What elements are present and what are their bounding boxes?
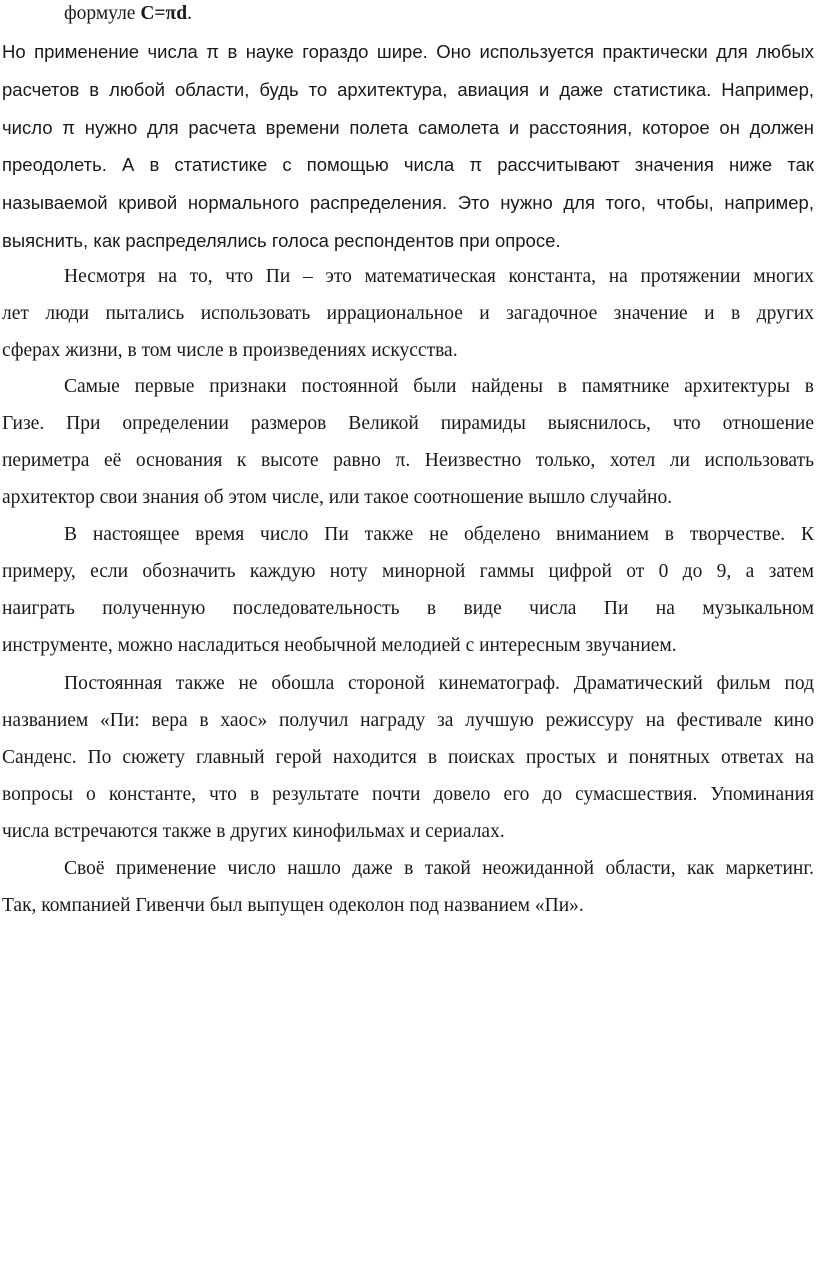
- paragraph-4-line: примеру, если обозначить каждую ноту минорной гаммы цифрой от 0 до 9, а затем: [2, 561, 814, 582]
- paragraph-3-line: периметра её основания к высоте равно π. Неизвестно только, хотел ли использовать: [2, 450, 814, 471]
- paragraph-4-line: инструменте, можно насладиться необычной мелодией с интересным звучанием.: [2, 635, 677, 656]
- paragraph-3-line: Гизе. При определении размеров Великой пирамиды выяснилось, что отношение: [2, 413, 814, 434]
- intro-prefix: формуле: [64, 3, 141, 24]
- paragraph-4-line: В настоящее время число Пи также не обделено вниманием в творчестве. К: [64, 524, 814, 545]
- paragraph-5-line: названием «Пи: вера в хаос» получил награду за лучшую режиссуру на фестивале кино: [2, 710, 814, 731]
- paragraph-2-line: лет люди пытались использовать иррациональное и загадочное значение и в других: [2, 303, 814, 324]
- paragraph-1-line: расчетов в любой области, будь то архитектура, авиация и даже статистика. Например,: [2, 79, 814, 100]
- paragraph-5-line: Санденс. По сюжету главный герой находится в поисках простых и понятных ответах на: [2, 747, 814, 768]
- paragraph-3-line: архитектор свои знания об этом числе, или такое соотношение вышло случайно.: [2, 487, 673, 508]
- paragraph-1-line: число π нужно для расчета времени полета самолета и расстояния, которое он должен: [2, 117, 814, 138]
- intro-suffix: .: [187, 3, 192, 24]
- paragraph-2-line: сферах жизни, в том числе в произведениях искусства.: [2, 340, 458, 361]
- paragraph-4-line: наиграть полученную последовательность в виде числа Пи на музыкальном: [2, 598, 814, 619]
- intro-line: [64, 2, 816, 26]
- paragraph-5-line: Постоянная также не обошла стороной кинематограф. Драматический фильм под: [64, 673, 814, 694]
- paragraph-3-line: Самые первые признаки постоянной были найдены в памятнике архитектуры в: [64, 376, 814, 397]
- paragraph-2-line: Несмотря на то, что Пи – это математическая константа, на протяжении многих: [64, 266, 814, 287]
- paragraph-6-line: Своё применение число нашло даже в такой неожиданной области, как маркетинг.: [64, 858, 814, 879]
- paragraph-5-line: вопросы о константе, что в результате почти довело его до сумасшествия. Упоминания: [2, 784, 814, 805]
- paragraph-1-line: называемой кривой нормального распределения. Это нужно для того, чтобы, например,: [2, 192, 814, 213]
- paragraph-1-line: преодолеть. А в статистике с помощью числа π рассчитывают значения ниже так: [2, 154, 814, 175]
- formula: C=πd: [140, 3, 188, 24]
- paragraph-1-line: Но применение числа π в науке гораздо шире. Оно используется практически для любых: [2, 41, 814, 62]
- paragraph-6-line: Так, компанией Гивенчи был выпущен одеколон под названием «Пи».: [2, 895, 584, 916]
- paragraph-1-line: выяснить, как распределялись голоса респондентов при опросе.: [2, 230, 561, 251]
- paragraph-5-line: числа встречаются также в других кинофильмах и сериалах.: [2, 821, 505, 842]
